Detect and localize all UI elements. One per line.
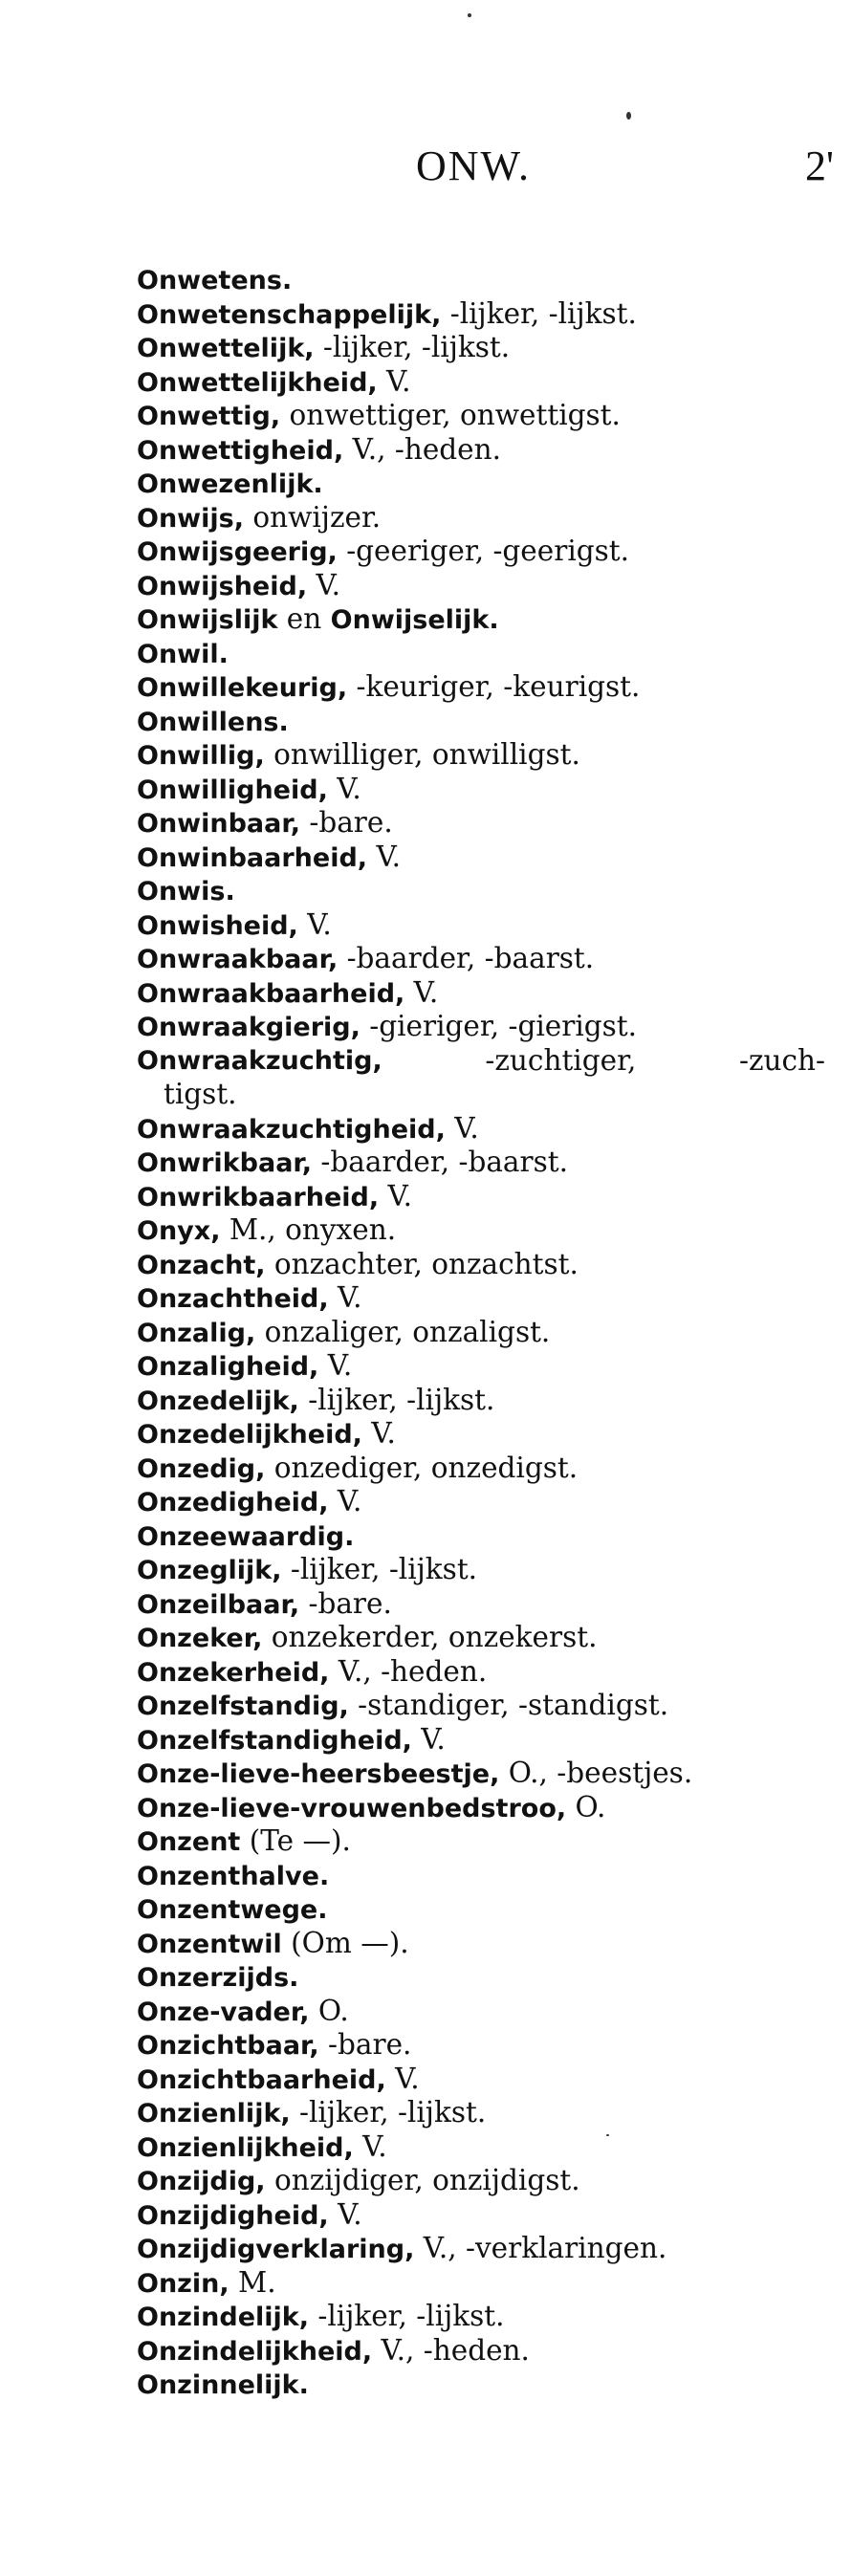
dictionary-entry <box>137 2096 825 2130</box>
entry-headword: Onzeglijk, <box>137 1556 282 1585</box>
entry-headword: Onzin, <box>137 2268 229 2299</box>
entry-headword: Onzinnelijk. <box>137 2370 309 2400</box>
entry-inflection: -lijker, -lijkst. <box>441 296 637 330</box>
dictionary-entry <box>137 1859 825 1893</box>
dictionary-entry <box>137 1519 825 1554</box>
dictionary-entry <box>137 1892 825 1927</box>
entry-headword: Onwetens. <box>137 266 293 295</box>
entry-headword: Onze-lieve-vrouwenbedstroo, <box>137 1793 567 1823</box>
entry-headword: Onzichtbaar, <box>137 2031 319 2061</box>
entry-inflection: onzediger, onzedigst. <box>265 1451 579 1484</box>
dictionary-entry <box>137 1553 825 1587</box>
entry-headword: Onzalig, <box>137 1318 256 1348</box>
dictionary-entry <box>137 1146 825 1180</box>
dictionary-entry <box>137 433 825 468</box>
entry-headword: Onzeewaardig. <box>137 1521 355 1552</box>
entry-inflection: onwijzer. <box>243 500 382 534</box>
entry-headword: Onwinbaar, <box>137 809 300 839</box>
entry-inflection: O., -beestjes. <box>499 1757 693 1789</box>
dictionary-entry <box>137 535 825 569</box>
entry-headword: Onwezenlijk. <box>137 469 323 499</box>
entry-headword: Onze-lieve-heersbeestje, <box>137 1759 500 1789</box>
entry-headword: Onze-vader, <box>137 1997 310 2027</box>
entry-inflection: V. <box>361 1417 396 1450</box>
entry-inflection: tigst. <box>164 1078 237 1110</box>
entry-inflection: -geeriger, -geerigst. <box>337 535 630 567</box>
entry-inflection: en <box>277 602 331 635</box>
dictionary-entry <box>137 874 825 908</box>
entry-inflection: -bare. <box>299 806 393 839</box>
dictionary-entry <box>137 399 825 433</box>
dictionary-entry <box>137 1213 825 1248</box>
entry-headword: Onzijdigverklaring, <box>137 2235 415 2264</box>
entry-headword: Onwetenschappelijk, <box>137 299 442 330</box>
entry-inflection: V. <box>307 568 340 601</box>
entry-headword: Onzent <box>137 1827 241 1857</box>
entry-inflection: -lijker, -lijkst. <box>290 2096 487 2128</box>
dictionary-entry <box>137 1689 825 1723</box>
entry-inflection: onwilliger, onwilligst. <box>264 738 580 771</box>
dictionary-entry <box>137 1349 825 1384</box>
entry-headword: Onwijs, <box>137 503 244 534</box>
entry-headword: Onwraakbaarheid, <box>137 978 405 1009</box>
dictionary-entry <box>137 2130 825 2165</box>
entry-headword: Onzienlijk, <box>137 2099 291 2128</box>
entry-headword: Onzentwege. <box>137 1895 328 1925</box>
dictionary-entry <box>137 1384 825 1418</box>
entry-inflection: -lijker, -lijkst. <box>308 2300 505 2332</box>
entry-headword: Onwinbaarheid, <box>137 842 368 873</box>
entry-inflection: V. <box>445 1111 479 1145</box>
dictionary-entry <box>137 1927 825 1961</box>
dictionary-entry <box>137 1621 825 1655</box>
dictionary-entry <box>137 2300 825 2334</box>
dictionary-entry <box>137 1995 825 2029</box>
entry-headword: Onzentwil <box>137 1929 282 1959</box>
entry-headword: Onzedig, <box>137 1453 266 1484</box>
dictionary-entry <box>137 705 825 739</box>
entry-headword-variant: Onwijselijk. <box>330 605 499 635</box>
entry-inflection: (Om —). <box>281 1926 409 1959</box>
entry-headword: Onwijsheid, <box>137 571 308 601</box>
entry-headword: Onzachtheid, <box>137 1284 329 1314</box>
dictionary-entry <box>137 263 825 297</box>
dictionary-entry <box>137 1824 825 1859</box>
dictionary-entry <box>137 670 825 705</box>
entry-inflection: V. <box>377 364 411 398</box>
entry-inflection: -lijker, -lijkst. <box>298 1383 495 1416</box>
entry-inflection: V. <box>411 1722 446 1756</box>
entry-headword: Onzerzijds. <box>137 1963 299 1993</box>
dictionary-entry <box>137 1452 825 1486</box>
entry-headword: Onzijdigheid, <box>137 2200 329 2231</box>
entry-inflection: V. <box>327 772 361 805</box>
dictionary-entry <box>137 942 825 976</box>
entry-inflection: -lijker, -lijkst. <box>314 331 511 363</box>
entry-headword: Onzijdig, <box>137 2167 266 2196</box>
entry-inflection: onzachter, onzachtst. <box>265 1247 579 1280</box>
entry-headword: Onwillig, <box>137 741 265 771</box>
entry-headword: Onwis. <box>137 877 235 906</box>
dictionary-entry <box>137 2164 825 2198</box>
dictionary-entry <box>137 1655 825 1690</box>
entry-inflection: M., onyxen. <box>220 1213 397 1246</box>
dictionary-entry <box>137 1316 825 1350</box>
entry-inflection: V. <box>328 2197 362 2231</box>
entry-headword: Onzeker, <box>137 1624 263 1653</box>
dictionary-entry <box>137 2368 825 2402</box>
dictionary-entry <box>137 2232 825 2266</box>
dictionary-entry <box>137 1791 825 1825</box>
entry-inflection: -lijker, -lijkst. <box>281 1553 478 1585</box>
entry-line <box>137 1044 825 1079</box>
dictionary-entry <box>137 1281 825 1316</box>
entry-headword: Onwettig, <box>137 402 281 431</box>
entry-headword: Onwettigheid, <box>137 435 344 466</box>
dictionary-entry <box>137 738 825 773</box>
dictionary-entry <box>137 1112 825 1146</box>
dictionary-entry <box>137 976 825 1011</box>
dictionary-entry <box>137 2266 825 2301</box>
entry-inflection: V., -heden. <box>372 2333 530 2367</box>
entry-inflection: -standiger, -standigst. <box>348 1689 669 1721</box>
dictionary-entry <box>137 806 825 840</box>
dictionary-entry <box>137 1180 825 1214</box>
page-title: ONW. <box>416 142 532 189</box>
entry-headword: Onwil. <box>137 639 229 669</box>
dictionary-entry <box>137 365 825 400</box>
entry-inflection: M. <box>229 2265 276 2299</box>
entry-headword: Onzeilbaar, <box>137 1589 300 1620</box>
entry-headword: Onzedigheid, <box>137 1488 329 1517</box>
entry-inflection: O. <box>309 1994 349 2027</box>
entry-headword: Onwraakgierig, <box>137 1013 360 1042</box>
entry-inflection: V. <box>404 975 439 1009</box>
entry-inflection: -bare. <box>299 1586 392 1620</box>
entry-headword: Onwillens. <box>137 707 289 737</box>
dictionary-entry <box>137 1587 825 1622</box>
dictionary-entry <box>137 569 825 603</box>
dictionary-entry <box>137 2063 825 2097</box>
dictionary-entry <box>137 2334 825 2369</box>
page-header <box>0 142 852 199</box>
entry-headword: Onwillekeurig, <box>137 673 348 703</box>
dictionary-entry <box>137 2198 825 2233</box>
entry-headword: Onwrikbaarheid, <box>137 1182 380 1212</box>
dictionary-entry <box>137 1044 825 1112</box>
dictionary-entry <box>137 501 825 535</box>
entry-inflection: -baarder, -baarst. <box>338 942 595 974</box>
entry-inflection: V. <box>328 1485 362 1517</box>
entry-headword: Onwijsgeerig, <box>137 537 338 567</box>
entry-continuation <box>137 1078 825 1112</box>
entry-headword: Onzedelijkheid, <box>137 1420 362 1450</box>
dictionary-entry <box>137 1485 825 1519</box>
dictionary-entry <box>137 637 825 671</box>
dictionary-entry <box>137 1757 825 1791</box>
dictionary-entry <box>137 1417 825 1452</box>
entry-inflection: onzaliger, onzaligst. <box>255 1315 551 1348</box>
entry-headword: Onzenthalve. <box>137 1861 330 1891</box>
entry-headword: Onzelfstandigheid, <box>137 1725 412 1756</box>
entry-inflection: V. <box>367 840 401 873</box>
entry-inflection: -bare. <box>318 2028 412 2061</box>
entry-inflection: -zuch- <box>739 1043 825 1077</box>
dictionary-entry <box>137 467 825 501</box>
entry-headword: Onwrikbaar, <box>137 1148 313 1178</box>
dictionary-entry <box>137 1723 825 1757</box>
entry-inflection: V. <box>328 1281 362 1314</box>
entry-inflection: V. <box>385 2062 420 2095</box>
entry-inflection: V., -heden. <box>343 432 502 466</box>
entry-headword: Onwisheid, <box>137 910 298 941</box>
entry-headword: Onzienlijkheid, <box>137 2132 354 2163</box>
entry-headword: Onzacht, <box>137 1250 266 1280</box>
entry-inflection: O. <box>566 1790 606 1823</box>
dictionary-entry <box>137 908 825 943</box>
entry-inflection: V., -heden. <box>329 1654 488 1688</box>
entry-inflection: -keuriger, -keurigst. <box>347 670 641 703</box>
dictionary-entry <box>137 297 825 332</box>
entry-headword: Onzaligheid, <box>137 1352 319 1382</box>
entry-inflection: -gieriger, -gierigst. <box>360 1010 638 1042</box>
dictionary-entry <box>137 1010 825 1044</box>
entry-inflection: V., -verklaringen. <box>414 2232 667 2264</box>
entry-inflection: V. <box>318 1349 353 1382</box>
entry-inflection: onwettiger, onwettigst. <box>280 399 621 431</box>
dictionary-entry <box>137 840 825 875</box>
entry-inflection: (Te —). <box>240 1824 351 1857</box>
entry-headword: Onwettelijkheid, <box>137 367 378 398</box>
dictionary-entry <box>137 2028 825 2063</box>
page-number: 2' <box>805 142 834 189</box>
entry-inflection: -zuchtiger, <box>485 1043 637 1077</box>
dictionary-entry-list <box>137 263 825 2402</box>
speck-top <box>468 13 471 17</box>
entry-inflection: onzijdiger, onzijdigst. <box>265 2164 580 2196</box>
entry-headword: Onwraakbaar, <box>137 945 339 974</box>
entry-headword: Onwilligheid, <box>137 775 328 805</box>
entry-headword: Onzelfstandig, <box>137 1692 349 1721</box>
entry-headword: Onzekerheid, <box>137 1657 330 1688</box>
entry-inflection: V. <box>353 2129 387 2163</box>
dictionary-entry <box>137 773 825 807</box>
dictionary-entry <box>137 1248 825 1282</box>
entry-inflection: onzekerder, onzekerst. <box>262 1621 598 1653</box>
entry-headword: Onwraakzuchtig, <box>137 1045 382 1076</box>
entry-headword: Onzedelijk, <box>137 1386 299 1416</box>
entry-headword: Onwraakzuchtigheid, <box>137 1114 446 1145</box>
dictionary-entry <box>137 1960 825 1995</box>
entry-headword: Onwijslijk <box>137 605 278 635</box>
entry-inflection: V. <box>297 907 332 941</box>
dictionary-entry <box>137 602 825 637</box>
entry-inflection: V. <box>379 1179 413 1212</box>
entry-headword: Onzindelijk, <box>137 2303 309 2332</box>
entry-inflection: -baarder, -baarst. <box>312 1146 568 1178</box>
entry-headword: Onyx, <box>137 1216 221 1246</box>
entry-headword: Onzichtbaarheid, <box>137 2064 386 2095</box>
speck-upper <box>626 112 631 120</box>
entry-headword: Onzindelijkheid, <box>137 2336 373 2367</box>
dictionary-entry <box>137 331 825 365</box>
entry-headword: Onwettelijk, <box>137 334 315 363</box>
